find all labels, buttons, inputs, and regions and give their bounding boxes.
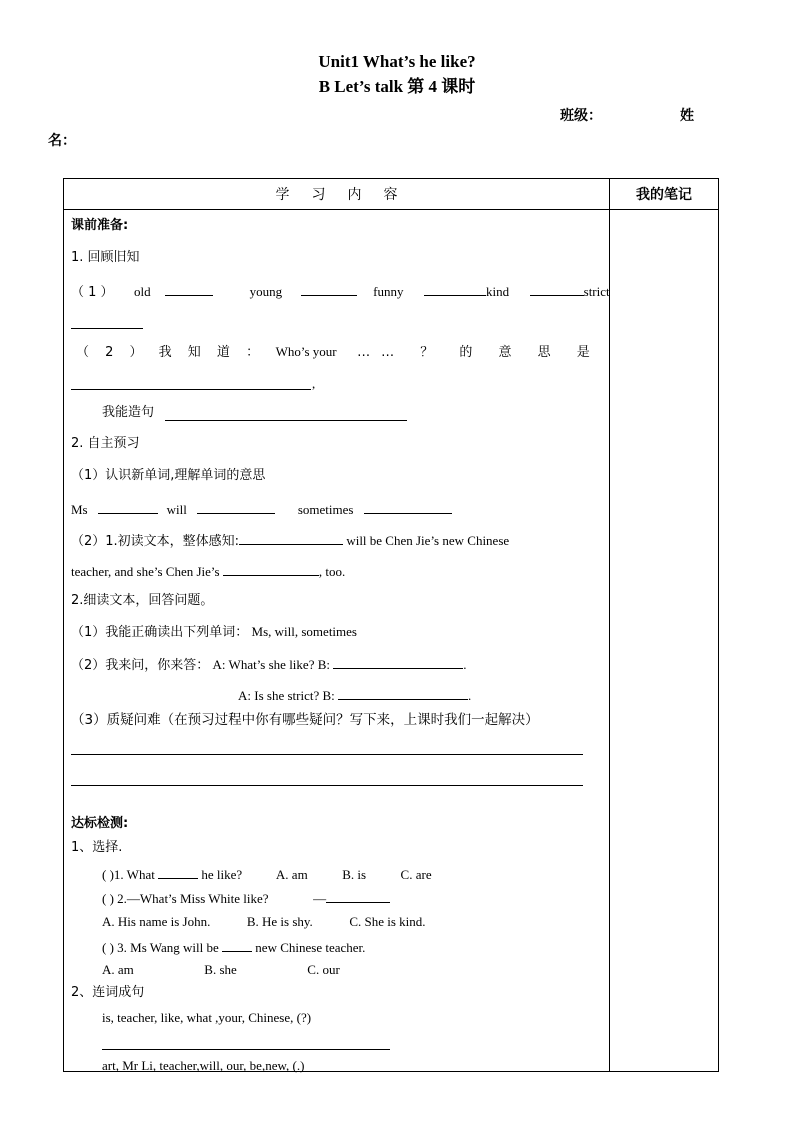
word-old: old <box>134 284 151 299</box>
cq1-option-b: B. is <box>342 867 367 882</box>
choice-q1 <box>102 864 432 884</box>
title-line-1: Unit1 What’s he like? <box>318 52 476 71</box>
cq2-option-b: B. He is shy. <box>246 914 313 929</box>
cq2-dash: — <box>313 891 327 906</box>
blank-young[interactable] <box>301 281 357 296</box>
q2-answer-blank[interactable] <box>71 389 311 390</box>
cq3-option-b: B. she <box>204 962 237 977</box>
choice-q3-options <box>102 961 340 979</box>
d2-q2: A: Is she strict? B: <box>238 688 335 703</box>
class-label: 班级： <box>560 108 602 124</box>
cq1-text: ( )1. What <box>102 867 155 882</box>
content-column-header: 学习内容 <box>275 187 420 203</box>
q2-meaning: …… ？ 的 意 思 是 <box>357 345 601 360</box>
blank-cq2[interactable] <box>326 888 390 903</box>
p2-line2-b: , too. <box>318 564 346 579</box>
reorder-heading: 2、连词成句 <box>71 985 145 1000</box>
word-sometimes: sometimes <box>297 502 354 517</box>
review-q1 <box>71 281 610 302</box>
blank-ms[interactable] <box>98 499 158 514</box>
d1-text: （1）我能正确读出下列单词： <box>71 625 249 640</box>
column-divider <box>609 179 610 1071</box>
detail-d1 <box>71 623 357 642</box>
cq3-option-a: A. am <box>102 962 134 977</box>
choice-q2-options <box>102 913 426 931</box>
word-strict: strict <box>583 284 610 299</box>
choice-q3 <box>102 937 365 957</box>
header-row-divider <box>64 209 718 210</box>
preview-p1: （1）认识新单词,理解单词的意思 <box>71 468 266 483</box>
question-line-1[interactable] <box>71 754 583 755</box>
q3-make-sentence: 我能造句 <box>102 405 155 420</box>
cq2-option-a: A. His name is John. <box>102 914 211 929</box>
blank-d2-a1[interactable] <box>333 654 463 669</box>
reorder-words-1: is, teacher, like, what ,your, Chinese, (?) <box>102 1010 312 1025</box>
cq1-after: he like? <box>201 867 243 882</box>
blank-kind[interactable] <box>530 281 584 296</box>
preclass-heading: 课前准备: <box>71 218 129 233</box>
p2-prefix: （2）1.初读文本，整体感知: <box>71 534 240 549</box>
q3-sentence-blank[interactable] <box>165 420 407 421</box>
blank-teacher-name[interactable] <box>239 530 343 545</box>
blank-sometimes[interactable] <box>364 499 452 514</box>
word-kind: kind <box>486 284 510 299</box>
preview-new-words <box>71 499 452 519</box>
detail-heading: 2.细读文本，回答问题。 <box>71 593 214 608</box>
detail-d2 <box>71 654 467 675</box>
cq2-text: ( ) 2.—What’s Miss White like? <box>102 891 269 906</box>
word-funny: funny <box>373 284 404 299</box>
blank-cq1[interactable] <box>158 864 198 879</box>
preview-p2-line1 <box>71 530 509 551</box>
cq1-option-a: A. am <box>275 867 308 882</box>
p2-after: will be Chen Jie’s new Chinese <box>346 533 510 548</box>
detail-d2-q2 <box>238 685 471 705</box>
blank-cq3[interactable] <box>222 937 252 952</box>
d2-prefix: （2）我来问，你来答： <box>71 658 210 673</box>
worksheet-table <box>63 178 719 1072</box>
word-young: young <box>249 284 283 299</box>
blank-relation[interactable] <box>223 561 319 576</box>
blank-funny[interactable] <box>424 281 486 296</box>
word-will: will <box>166 502 187 517</box>
cq2-option-c: C. She is kind. <box>349 914 426 929</box>
preview-p2-line2 <box>71 561 345 581</box>
choice-q2 <box>102 888 390 908</box>
choice-heading: 1、选择. <box>71 840 123 855</box>
q2-label: （ 2 ） 我 知 道 ： <box>76 345 266 360</box>
d2-q1: A: What’s she like? B: <box>212 657 330 672</box>
cq3-after: new Chinese teacher. <box>255 940 366 955</box>
p2-line2-a: teacher, and she’s Chen Jie’s <box>71 564 220 579</box>
title-line-2: B Let’s talk 第 4 课时 <box>318 77 476 96</box>
test-heading: 达标检测: <box>71 816 129 831</box>
cq1-option-c: C. are <box>400 867 432 882</box>
cq3-text: ( ) 3. Ms Wang will be <box>102 940 219 955</box>
blank-strict[interactable] <box>71 328 143 329</box>
word-ms: Ms <box>71 502 88 517</box>
reorder-answer-1[interactable] <box>102 1049 390 1050</box>
name-label-part1: 姓 <box>680 108 694 124</box>
review-q2 <box>76 343 601 362</box>
detail-d3: （3）质疑问难（在预习过程中你有哪些疑问？写下来，上课时我们一起解决） <box>71 712 539 728</box>
q2-comma: , <box>312 376 316 391</box>
q1-label: （ 1 ） <box>71 285 114 300</box>
d1-words: Ms, will, sometimes <box>251 624 357 639</box>
blank-will[interactable] <box>197 499 275 514</box>
question-line-2[interactable] <box>71 785 583 786</box>
blank-old[interactable] <box>165 281 213 296</box>
q2-who-your: Who’s your <box>275 344 337 359</box>
d2-period-2: . <box>468 688 472 703</box>
cq3-option-c: C. our <box>307 962 340 977</box>
notes-column-header: 我的笔记 <box>636 187 692 203</box>
name-label-part2: 名： <box>48 133 76 149</box>
reorder-words-2: art, Mr Li, teacher,will, our, be,new, (.) <box>102 1058 305 1073</box>
preview-heading: 2. 自主预习 <box>71 436 140 451</box>
blank-d2-a2[interactable] <box>338 685 468 700</box>
review-heading: 1. 回顾旧知 <box>71 250 140 265</box>
d2-period-1: . <box>463 657 467 672</box>
